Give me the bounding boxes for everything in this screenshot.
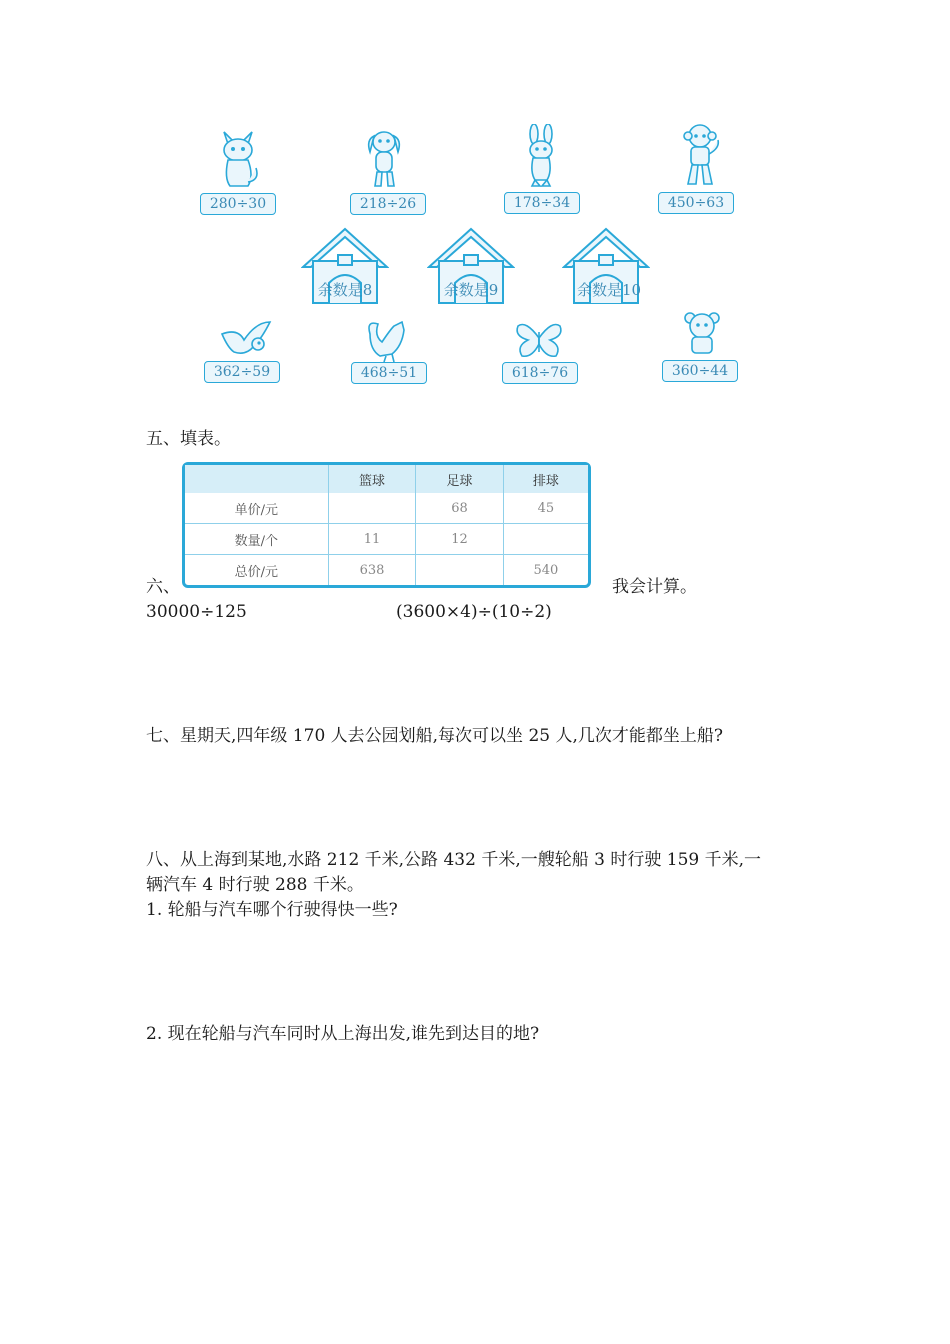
fill-table — [182, 462, 591, 588]
table-cell[interactable]: 638 — [329, 555, 416, 585]
table-cell[interactable]: 11 — [329, 524, 416, 555]
house-label: 余数是10 — [576, 281, 642, 299]
calc-expression-1: 30000÷125 — [146, 602, 247, 622]
rooster-icon — [364, 316, 410, 362]
table-row — [185, 555, 588, 585]
section6-prefix: 六、 — [146, 577, 180, 597]
section8-question1: 1. 轮船与汽车哪个行驶得快一些? — [146, 900, 398, 920]
house-label: 余数是9 — [443, 281, 499, 299]
expression-pill[interactable]: 280÷30 — [200, 193, 276, 215]
table-cell[interactable] — [504, 524, 588, 555]
section8-line1: 八、从上海到某地,水路 212 千米,公路 432 千米,一艘轮船 3 时行驶 159 千米,一 — [146, 850, 762, 870]
section7-question: 七、星期天,四年级 170 人去公园划船,每次可以坐 25 人,几次才能都坐上船? — [146, 726, 724, 746]
row-label: 单价/元 — [185, 493, 329, 524]
row-label: 数量/个 — [185, 524, 329, 555]
dog-icon — [362, 126, 408, 190]
table-header — [185, 465, 329, 493]
expression-pill[interactable]: 218÷26 — [350, 193, 426, 215]
monkey-icon — [676, 122, 724, 188]
table-header: 篮球 — [329, 465, 416, 493]
calc-expression-2: (3600×4)÷(10÷2) — [396, 602, 552, 622]
table-header: 足球 — [416, 465, 503, 493]
row-label: 总价/元 — [185, 555, 329, 585]
table-row — [185, 493, 588, 524]
bear-icon — [680, 310, 724, 358]
butterfly-icon — [514, 320, 564, 360]
expression-pill[interactable]: 360÷44 — [662, 360, 738, 382]
section5-title: 五、填表。 — [146, 429, 231, 449]
bird-icon — [218, 318, 274, 360]
table-row — [185, 524, 588, 555]
rabbit-icon — [520, 124, 562, 188]
section6-suffix: 我会计算。 — [612, 577, 697, 597]
table-cell[interactable]: 45 — [504, 493, 588, 524]
section8-line2: 辆汽车 4 时行驶 288 千米。 — [146, 875, 364, 895]
house-label: 余数是8 — [317, 281, 373, 299]
expression-pill[interactable]: 450÷63 — [658, 192, 734, 214]
table-cell[interactable]: 12 — [416, 524, 503, 555]
expression-pill[interactable]: 618÷76 — [502, 362, 578, 384]
table-cell[interactable] — [329, 493, 416, 524]
expression-pill[interactable]: 178÷34 — [504, 192, 580, 214]
expression-pill[interactable]: 468÷51 — [351, 362, 427, 384]
section8-question2: 2. 现在轮船与汽车同时从上海出发,谁先到达目的地? — [146, 1024, 540, 1044]
table-cell[interactable] — [416, 555, 503, 585]
table-cell[interactable]: 68 — [416, 493, 503, 524]
table-cell[interactable]: 540 — [533, 562, 559, 578]
expression-pill[interactable]: 362÷59 — [204, 361, 280, 383]
cat-icon — [214, 126, 262, 190]
table-header: 排球 — [504, 465, 588, 493]
